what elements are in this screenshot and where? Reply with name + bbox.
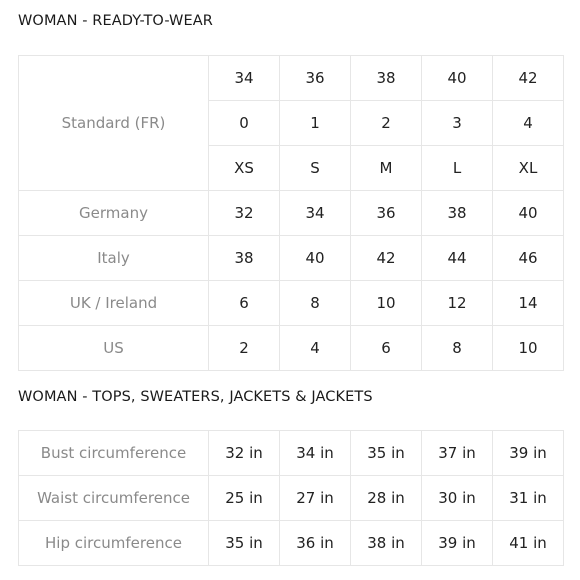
table-cell: M [351, 146, 422, 191]
table-row [19, 56, 564, 101]
row-label: Standard (FR) [19, 56, 209, 191]
table-cell: 34 [280, 191, 351, 236]
tops-measurement-table [18, 430, 564, 566]
table-cell: 37 in [422, 431, 493, 476]
ready-to-wear-size-table [18, 55, 564, 371]
table-cell: 39 in [422, 521, 493, 566]
table-cell: 34 [209, 56, 280, 101]
table-cell: XL [493, 146, 564, 191]
table-cell: 40 [422, 56, 493, 101]
table-cell: 41 in [493, 521, 564, 566]
table-cell: 32 in [209, 431, 280, 476]
tops-title: WOMAN - TOPS, SWEATERS, JACKETS & JACKETS [18, 389, 373, 405]
table-cell: 38 [351, 56, 422, 101]
table-cell: S [280, 146, 351, 191]
table-cell: 4 [280, 326, 351, 371]
table-cell: 27 in [280, 476, 351, 521]
row-label: Hip circumference [19, 521, 209, 566]
row-label: Bust circumference [19, 431, 209, 476]
table-row [19, 521, 564, 566]
table-cell: 2 [209, 326, 280, 371]
table-row [19, 431, 564, 476]
table-cell: 0 [209, 101, 280, 146]
table-cell: 28 in [351, 476, 422, 521]
table-cell: 8 [280, 281, 351, 326]
table-row [19, 236, 564, 281]
table-cell: 2 [351, 101, 422, 146]
table-cell: 38 in [351, 521, 422, 566]
table-cell: 34 in [280, 431, 351, 476]
table-cell: 12 [422, 281, 493, 326]
table-cell: 42 [493, 56, 564, 101]
table-cell: 6 [209, 281, 280, 326]
row-label: Italy [19, 236, 209, 281]
table-cell: 4 [493, 101, 564, 146]
row-label: UK / Ireland [19, 281, 209, 326]
table-cell: 40 [280, 236, 351, 281]
table-cell: 31 in [493, 476, 564, 521]
table-cell: 46 [493, 236, 564, 281]
table-row [19, 281, 564, 326]
table-row [19, 476, 564, 521]
row-label: Waist circumference [19, 476, 209, 521]
table-cell: 44 [422, 236, 493, 281]
table-cell: 35 in [209, 521, 280, 566]
table-cell: 3 [422, 101, 493, 146]
table-cell: 36 in [280, 521, 351, 566]
table-cell: 25 in [209, 476, 280, 521]
table-cell: 36 [351, 191, 422, 236]
table-cell: XS [209, 146, 280, 191]
table-cell: 10 [493, 326, 564, 371]
row-label: US [19, 326, 209, 371]
table-cell: 39 in [493, 431, 564, 476]
table-cell: 35 in [351, 431, 422, 476]
table-cell: L [422, 146, 493, 191]
table-cell: 40 [493, 191, 564, 236]
table-cell: 1 [280, 101, 351, 146]
table-cell: 38 [422, 191, 493, 236]
table-cell: 32 [209, 191, 280, 236]
table-cell: 14 [493, 281, 564, 326]
ready-to-wear-title: WOMAN - READY-TO-WEAR [18, 13, 213, 29]
table-cell: 42 [351, 236, 422, 281]
row-label: Germany [19, 191, 209, 236]
table-cell: 36 [280, 56, 351, 101]
table-cell: 8 [422, 326, 493, 371]
table-row [19, 326, 564, 371]
table-cell: 30 in [422, 476, 493, 521]
table-row [19, 191, 564, 236]
table-cell: 38 [209, 236, 280, 281]
table-cell: 6 [351, 326, 422, 371]
table-cell: 10 [351, 281, 422, 326]
